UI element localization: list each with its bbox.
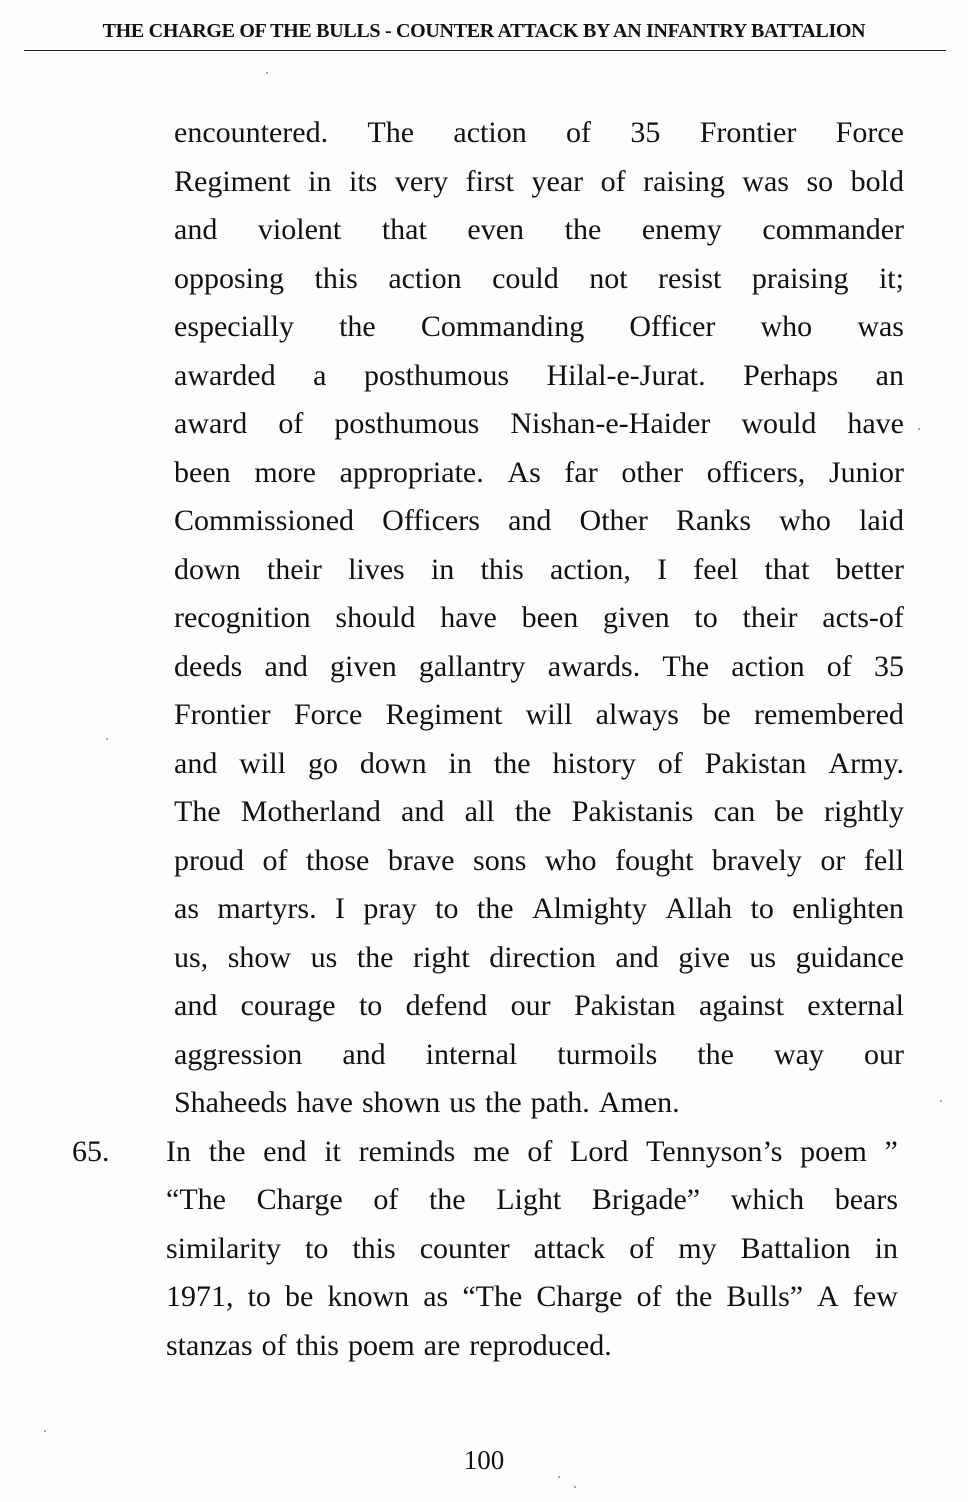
page-number: 100 (463, 1445, 505, 1475)
text-line: 1971, to be known as “The Charge of the Bulls” A few (166, 1280, 898, 1313)
text-line: The Motherland and all the Pakistanis can be rightly (174, 795, 904, 828)
text-line: In the end it reminds me of Lord Tennyson’s poem ” (166, 1134, 898, 1168)
header-rule (24, 50, 946, 51)
text-line: been more appropriate. As far other officers, Junior (174, 455, 904, 489)
scan-speck (266, 72, 268, 74)
text-line: down their lives in this action, I feel that better (174, 552, 904, 586)
scan-speck (940, 1100, 942, 1102)
paragraph-number: 65. (72, 1134, 110, 1168)
text-line: Commissioned Officers and Other Ranks who laid (174, 504, 904, 537)
text-line: opposing this action could not resist praising it; (174, 261, 904, 295)
scan-speck (558, 1476, 560, 1478)
text-line: and courage to defend our Pakistan against external (174, 989, 904, 1022)
text-line: stanzas of this poem are reproduced. (166, 1328, 612, 1362)
scan-speck (44, 1430, 46, 1432)
text-line: “The Charge of the Light Brigade” which bears (166, 1183, 898, 1216)
running-head: THE CHARGE OF THE BULLS - COUNTER ATTACK BY AN INFANTRY BATTALION (102, 20, 866, 42)
text-line: awarded a posthumous Hilal-e-Jurat. Perhaps an (174, 358, 904, 392)
text-line: especially the Commanding Officer who was (174, 310, 904, 343)
text-line: award of posthumous Nishan-e-Haider would have (174, 407, 904, 440)
text-line: as martyrs. I pray to the Almighty Allah to enlighten (174, 892, 904, 925)
text-line: Shaheeds have shown us the path. Amen. (174, 1086, 680, 1119)
text-line: us, show us the right direction and give us guidance (174, 940, 904, 974)
text-line: and will go down in the history of Pakistan Army. (174, 746, 904, 780)
text-line: encountered. The action of 35 Frontier Force (174, 116, 904, 149)
scan-speck (106, 738, 108, 740)
text-line: recognition should have been given to their acts-of (174, 601, 904, 634)
scan-speck (918, 428, 920, 430)
scan-speck (574, 1486, 576, 1488)
text-line: similarity to this counter attack of my Battalion in (166, 1231, 898, 1265)
text-line: proud of those brave sons who fought bravely or fell (174, 843, 904, 877)
text-line: Regiment in its very first year of raising was so bold (174, 164, 904, 198)
text-line: aggression and internal turmoils the way our (174, 1037, 904, 1071)
text-line: and violent that even the enemy commander (174, 213, 904, 246)
text-line: Frontier Force Regiment will always be remembered (174, 698, 904, 731)
text-line: deeds and given gallantry awards. The action of 35 (174, 649, 904, 683)
